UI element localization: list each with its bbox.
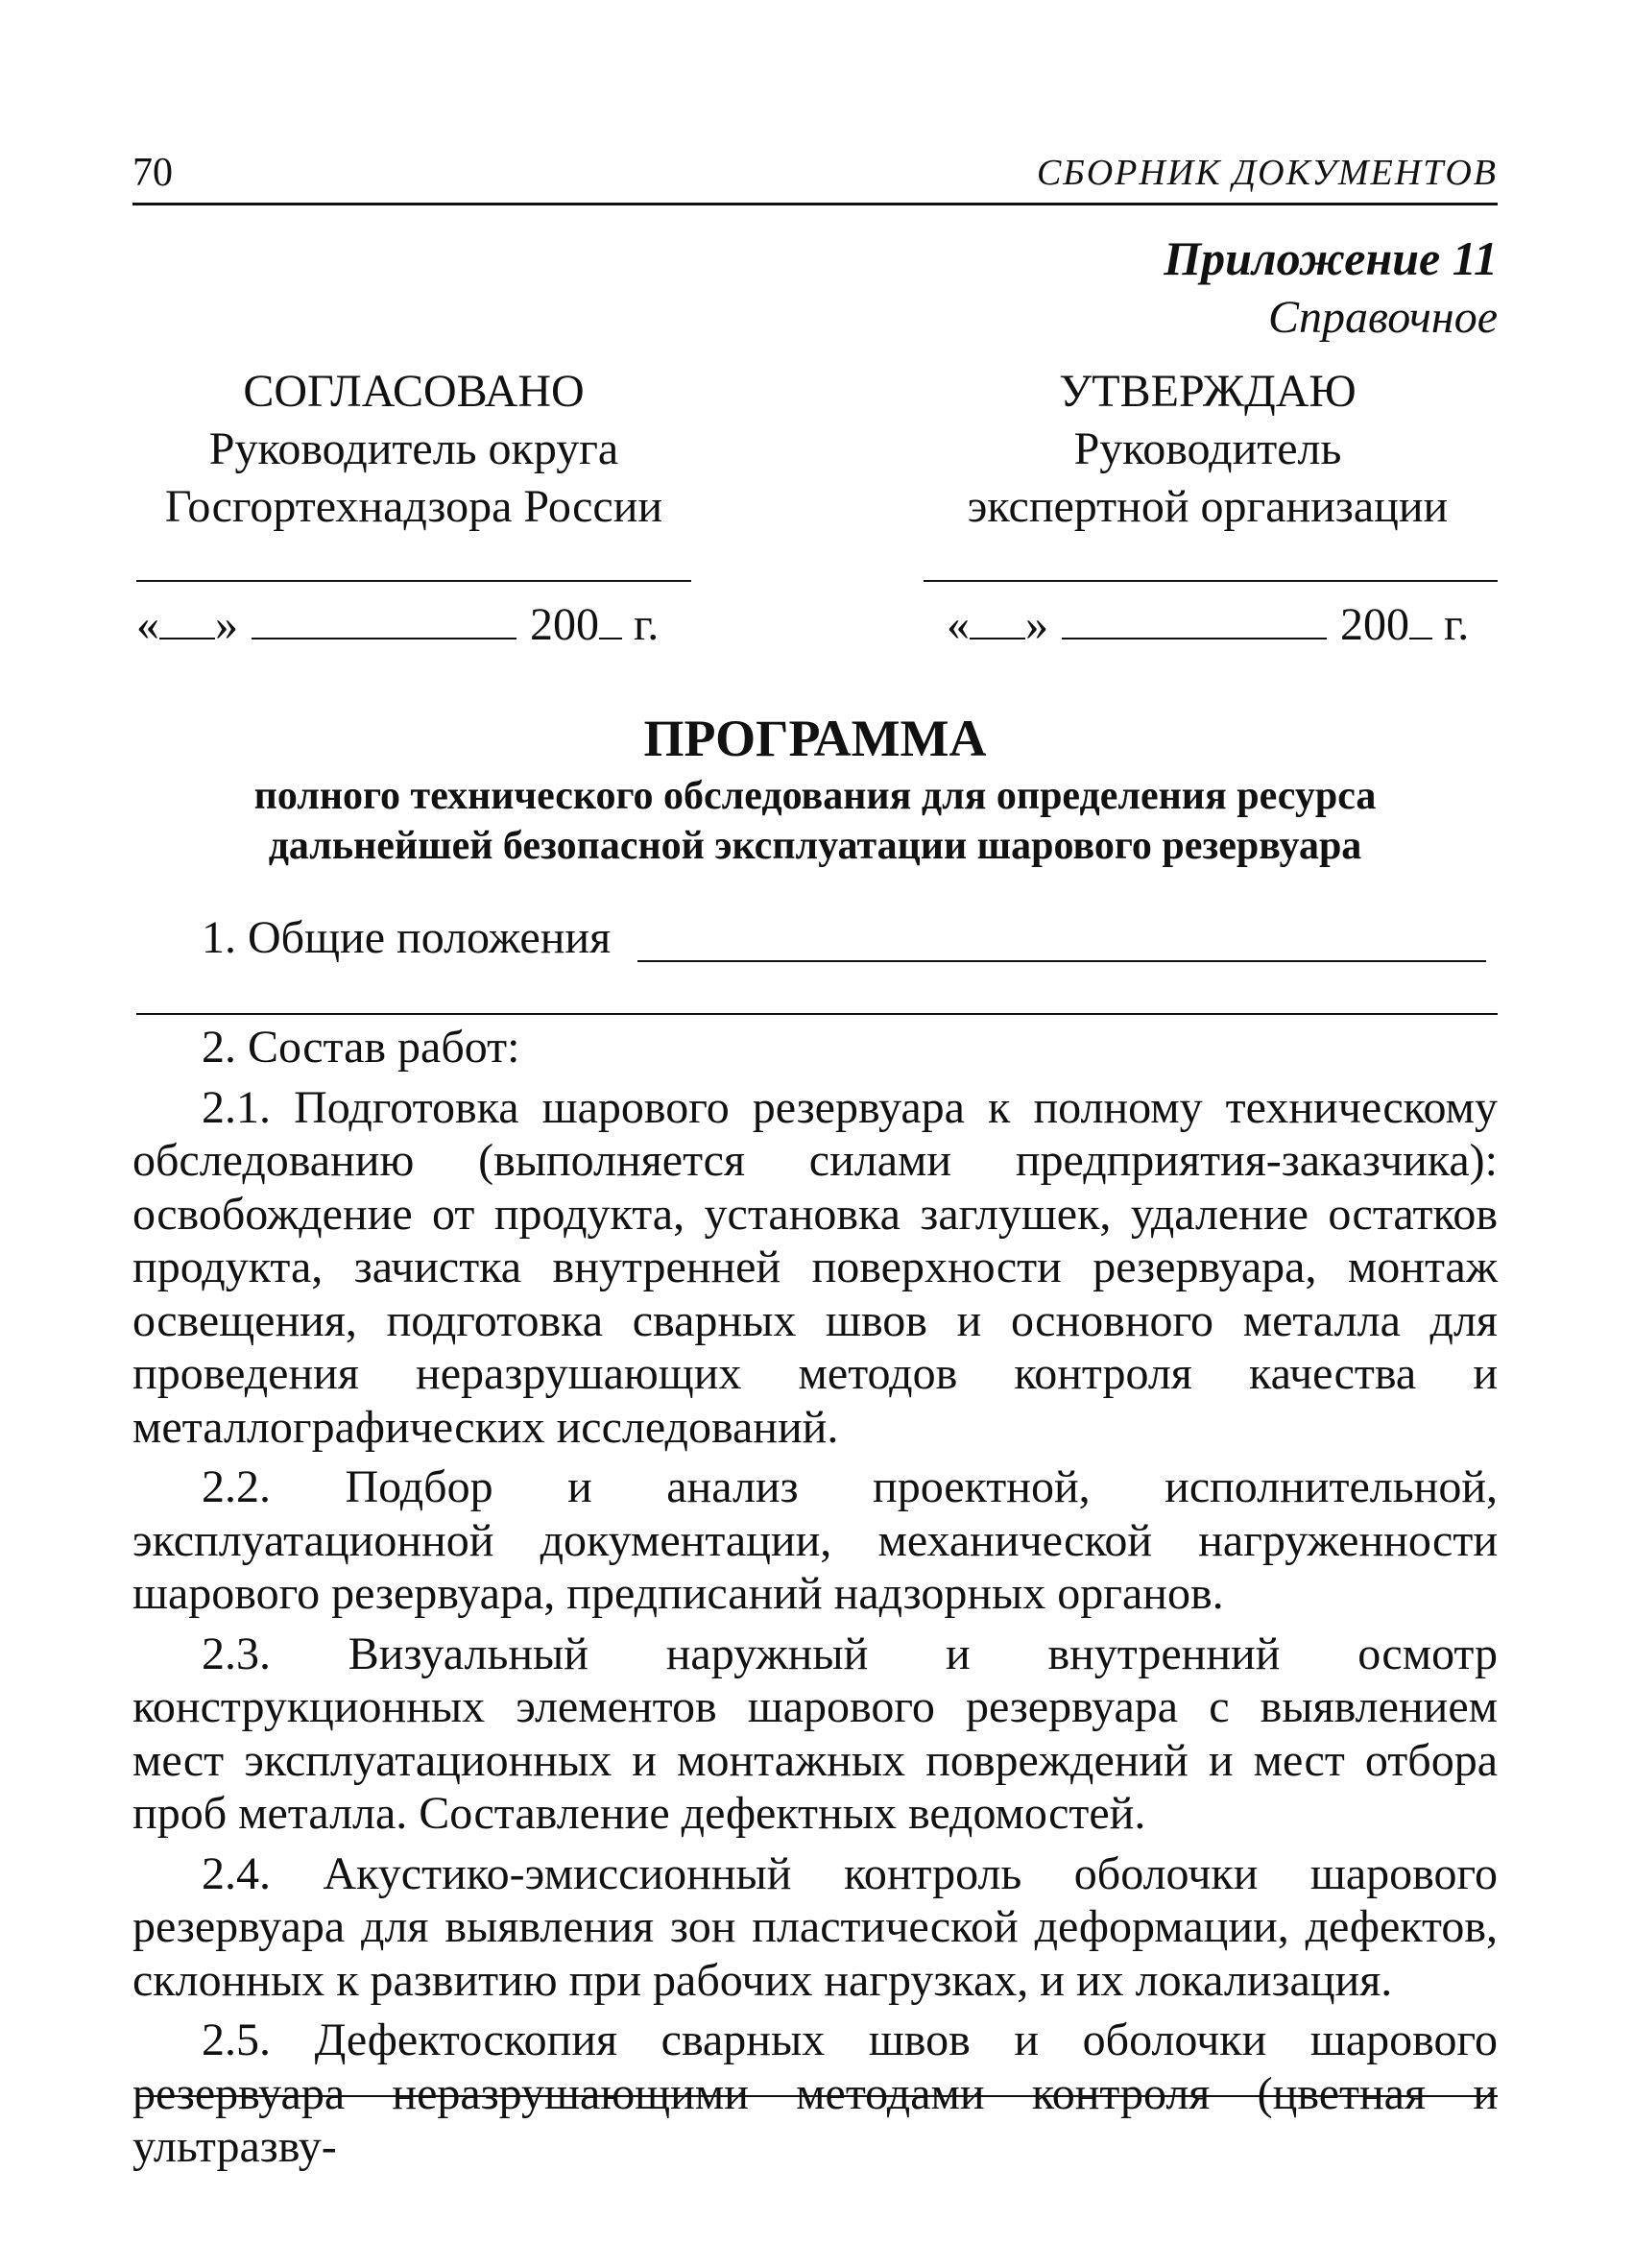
section-general: 1. Общие положения <box>202 912 612 963</box>
paragraph-2-1: 2.1. Подготовка шарового резервуара к полному техническому обследованию (выполняется силами предприятия-заказчика): освобождение от продукта, установка заглушек, удаление остатков продукта, зачистка внутренней поверхности резервуара, монтаж освещения, подготовка сварных швов и основного металла для проведения неразрушающих методов контроля качества и металлографических исследований. <box>132 1081 1498 1453</box>
fill-line <box>637 960 1486 962</box>
month-blank <box>252 593 516 639</box>
year-blank <box>1409 593 1432 639</box>
fill-line <box>136 1013 1498 1015</box>
year-prefix: 200 <box>1340 599 1409 650</box>
day-blank <box>159 593 215 639</box>
paragraph-2-5: 2.5. Дефектоскопия сварных швов и оболочки шарового резервуара неразрушающими методами контроля (цветная и ультразву- <box>132 2015 1498 2172</box>
appendix-title: Приложение 11 <box>1164 231 1498 285</box>
paragraph-2-4: 2.4. Акустико-эмиссионный контроль оболочки шарового резервуара для выявления зон пластической деформации, дефектов, склонных к развитию при рабочих нагрузках, и их локализация. <box>132 1847 1498 2006</box>
month-blank <box>1062 593 1327 639</box>
running-header <box>132 149 1498 205</box>
paragraph-2-2: 2.2. Подбор и анализ проектной, исполнительной, эксплуатационной документации, механической нагруженности шарового резервуара, предписаний надзорных органов. <box>132 1461 1498 1619</box>
bottom-rule <box>136 2095 1498 2097</box>
program-subtitle <box>132 771 1498 871</box>
appendix-subtitle: Справочное <box>1268 292 1498 343</box>
program-subtitle-line: дальнейшей безопасной эксплуатации шарового резервуара <box>268 824 1362 868</box>
quote-open: « <box>947 599 970 650</box>
appendix-label <box>1164 229 1498 348</box>
year-suffix: г. <box>1444 599 1470 650</box>
document-page <box>132 0 1498 2268</box>
approval-block-approve <box>918 363 1498 536</box>
signature-line <box>924 580 1498 582</box>
date-field <box>136 588 695 663</box>
approval-heading: УТВЕРЖДАЮ <box>1059 366 1357 417</box>
quote-close: » <box>215 599 238 650</box>
program-subtitle-line: полного технического обследования для определения ресурса <box>253 774 1377 818</box>
section-composition: 2. Состав работ: <box>202 1022 520 1073</box>
year-prefix: 200 <box>530 599 599 650</box>
approval-organization: экспертной организации <box>967 481 1449 532</box>
quote-close: » <box>1025 599 1048 650</box>
approval-position: Руководитель округа <box>208 423 619 474</box>
collection-title: СБОРНИК ДОКУМЕНТОВ <box>1036 153 1498 193</box>
page-number: 70 <box>132 151 173 195</box>
signature-line <box>136 580 691 582</box>
year-blank <box>599 593 622 639</box>
paragraph-2-3: 2.3. Визуальный наружный и внутренний осмотр конструкционных элементов шарового резервуара с выявлением мест эксплуатационных и монтажных повреждений и мест отбора проб металла. Составление дефектных ведомостей. <box>132 1628 1498 1839</box>
approval-block-agreed <box>132 363 695 536</box>
year-suffix: г. <box>634 599 660 650</box>
program-title: ПРОГРАММА <box>643 710 987 767</box>
quote-open: « <box>136 599 159 650</box>
day-blank <box>970 593 1025 639</box>
approval-organization: Госгортехнадзора России <box>164 481 663 532</box>
date-field <box>947 588 1498 663</box>
approval-heading: СОГЛАСОВАНО <box>243 366 585 417</box>
approval-position: Руководитель <box>1073 423 1342 474</box>
document-body <box>132 1021 1498 2181</box>
